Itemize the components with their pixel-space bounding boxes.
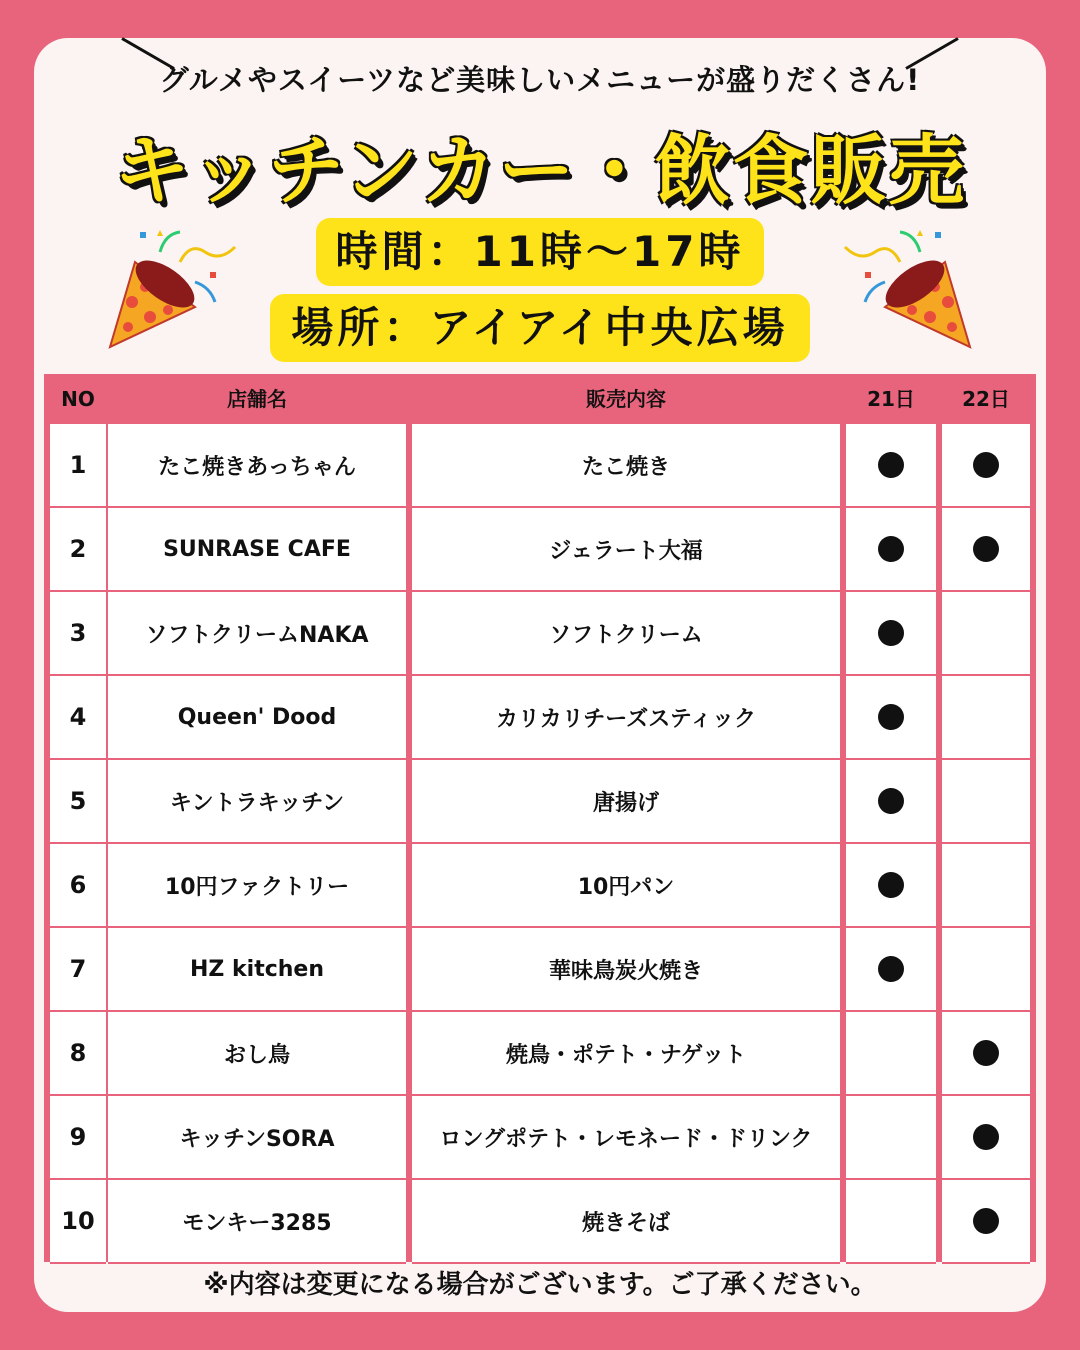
vendor-table (44, 374, 1036, 1262)
cell-shop: Queen' Dood (108, 676, 406, 760)
cell-d21 (846, 928, 936, 1012)
cell-no: 3 (50, 592, 106, 676)
cell-content: 華味鳥炭火焼き (412, 928, 840, 1012)
cell-shop: たこ焼きあっちゃん (108, 424, 406, 508)
cell-d21 (846, 1012, 936, 1096)
cell-d22 (942, 928, 1030, 1012)
cell-no: 6 (50, 844, 106, 928)
available-dot-icon (878, 872, 904, 898)
cell-d22 (942, 676, 1030, 760)
cell-content: 焼きそば (412, 1180, 840, 1264)
cell-d22 (942, 844, 1030, 928)
cell-d21 (846, 676, 936, 760)
cell-content: 焼鳥・ポテト・ナゲット (412, 1012, 840, 1096)
available-dot-icon (878, 620, 904, 646)
cell-content: たこ焼き (412, 424, 840, 508)
cell-shop: おし鳥 (108, 1012, 406, 1096)
page-title: キッチンカー・飲食販売 (113, 126, 967, 215)
cell-d22 (942, 592, 1030, 676)
available-dot-icon (878, 788, 904, 814)
cell-no: 10 (50, 1180, 106, 1264)
footer-note: ※内容は変更になる場合がございます。ご了承ください。 (203, 1270, 877, 1300)
available-dot-icon (973, 536, 999, 562)
cell-no: 2 (50, 508, 106, 592)
place-badge: 場所：アイアイ中央広場 (270, 294, 810, 362)
cell-content: カリカリチーズスティック (412, 676, 840, 760)
header-no: NO (61, 387, 95, 411)
cell-shop: モンキー3285 (108, 1180, 406, 1264)
header-shop: 店舗名 (227, 387, 287, 411)
cell-content: 10円パン (412, 844, 840, 928)
cell-content: 唐揚げ (412, 760, 840, 844)
available-dot-icon (973, 452, 999, 478)
cell-no: 7 (50, 928, 106, 1012)
cell-d21 (846, 844, 936, 928)
cell-shop: HZ kitchen (108, 928, 406, 1012)
available-dot-icon (973, 1040, 999, 1066)
time-badge: 時間：11時～17時 (316, 218, 764, 286)
cell-no: 8 (50, 1012, 106, 1096)
cell-d22 (942, 424, 1030, 508)
cell-d21 (846, 508, 936, 592)
cell-no: 9 (50, 1096, 106, 1180)
cell-d22 (942, 508, 1030, 592)
cell-no: 5 (50, 760, 106, 844)
cell-no: 4 (50, 676, 106, 760)
cell-shop: ソフトクリームNAKA (108, 592, 406, 676)
available-dot-icon (878, 536, 904, 562)
cell-d22 (942, 760, 1030, 844)
cell-content: ソフトクリーム (412, 592, 840, 676)
header-day21: 21日 (867, 387, 915, 411)
available-dot-icon (878, 452, 904, 478)
cell-d21 (846, 592, 936, 676)
cell-shop: 10円ファクトリー (108, 844, 406, 928)
available-dot-icon (878, 956, 904, 982)
party-popper-icon (840, 222, 980, 352)
subtitle: グルメやスイーツなど美味しいメニューが盛りだくさん! (159, 63, 921, 97)
cell-shop: キントラキッチン (108, 760, 406, 844)
cell-shop: キッチンSORA (108, 1096, 406, 1180)
available-dot-icon (878, 704, 904, 730)
cell-d21 (846, 424, 936, 508)
header-day22: 22日 (962, 387, 1010, 411)
available-dot-icon (973, 1124, 999, 1150)
party-popper-icon (100, 222, 240, 352)
cell-content: ロングポテト・レモネード・ドリンク (412, 1096, 840, 1180)
cell-d22 (942, 1096, 1030, 1180)
header-content: 販売内容 (586, 387, 666, 411)
cell-d21 (846, 760, 936, 844)
cell-d22 (942, 1180, 1030, 1264)
cell-d21 (846, 1096, 936, 1180)
cell-shop: SUNRASE CAFE (108, 508, 406, 592)
available-dot-icon (973, 1208, 999, 1234)
cell-no: 1 (50, 424, 106, 508)
cell-d21 (846, 1180, 936, 1264)
cell-content: ジェラート大福 (412, 508, 840, 592)
cell-d22 (942, 1012, 1030, 1096)
